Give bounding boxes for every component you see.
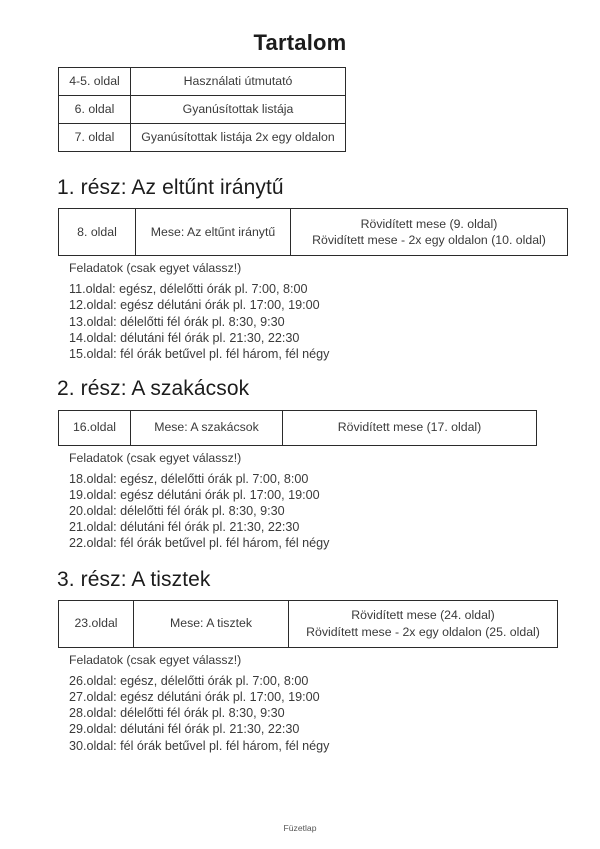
part-2-tasks-label: Feladatok (csak egyet válassz!) xyxy=(69,450,242,465)
table-row xyxy=(59,68,346,96)
part-1-variants-cell xyxy=(291,209,568,256)
part-3-variant-line: Rövidített mese (24. oldal) xyxy=(351,608,495,623)
list-item: 20.oldal: délelőtti fél órák pl. 8:30, 9:30 xyxy=(69,503,285,518)
part-section-3 xyxy=(0,567,600,754)
part-2-task-list xyxy=(57,471,600,552)
part-2-table xyxy=(58,410,537,446)
page-footer: Füzetlap xyxy=(283,823,317,833)
part-3-table xyxy=(58,600,558,648)
table-row xyxy=(59,209,568,256)
part-2-variant-line: Rövidített mese (17. oldal) xyxy=(337,420,482,435)
contents-table xyxy=(58,67,346,152)
part-2-heading: 2. rész: A szakácsok xyxy=(57,377,250,401)
list-item: 21.oldal: délutáni fél órák pl. 21:30, 22:30 xyxy=(69,520,300,535)
table-row xyxy=(59,410,537,445)
list-item: 13.oldal: délelőtti fél órák pl. 8:30, 9:30 xyxy=(69,314,285,329)
page-title: Tartalom xyxy=(253,30,347,55)
part-3-page-cell: 23.oldal xyxy=(59,600,134,647)
list-item: 22.oldal: fél órák betűvel pl. fél három, fél négy xyxy=(69,536,330,551)
part-3-variants-cell xyxy=(289,600,558,647)
part-1-table xyxy=(58,208,568,256)
list-item: 28.oldal: délelőtti fél órák pl. 8:30, 9:30 xyxy=(69,706,285,721)
contents-description-cell: Gyanúsítottak listája xyxy=(131,96,346,124)
part-section-2 xyxy=(0,376,600,551)
part-1-variant-line: Rövidített mese (9. oldal) xyxy=(360,216,498,231)
list-item: 26.oldal: egész, délelőtti órák pl. 7:00, 8:00 xyxy=(69,673,309,688)
part-3-heading: 3. rész: A tisztek xyxy=(57,567,211,591)
part-3-table-wrapper xyxy=(57,600,600,648)
part-1-tasks-label: Feladatok (csak egyet válassz!) xyxy=(69,261,242,276)
part-1-page-cell: 8. oldal xyxy=(59,209,136,256)
list-item: 18.oldal: egész, délelőtti órák pl. 7:00, 8:00 xyxy=(69,471,309,486)
list-item: 14.oldal: délutáni fél órák pl. 21:30, 22:30 xyxy=(69,330,300,345)
contents-page-cell: 4-5. oldal xyxy=(59,68,131,96)
part-2-variants-cell xyxy=(283,410,537,445)
list-item: 12.oldal: egész délutáni órák pl. 17:00, 19:00 xyxy=(69,298,320,313)
table-row xyxy=(59,124,346,152)
contents-description-cell: Gyanúsítottak listája 2x egy oldalon xyxy=(131,124,346,152)
contents-table-wrapper xyxy=(0,67,600,152)
table-row xyxy=(59,96,346,124)
part-1-task-list xyxy=(57,281,600,362)
part-section-1 xyxy=(0,175,600,362)
part-1-story-cell: Mese: Az eltűnt iránytű xyxy=(136,209,291,256)
part-1-table-wrapper xyxy=(57,208,600,256)
part-3-variant-line: Rövidített mese - 2x egy oldalon (25. oldal) xyxy=(306,624,540,639)
part-3-task-list xyxy=(57,673,600,754)
contents-page-cell: 6. oldal xyxy=(59,96,131,124)
list-item: 30.oldal: fél órák betűvel pl. fél három, fél négy xyxy=(69,738,330,753)
list-item: 11.oldal: egész, délelőtti órák pl. 7:00, 8:00 xyxy=(69,282,308,297)
part-2-table-wrapper xyxy=(57,410,600,446)
list-item: 29.oldal: délutáni fél órák pl. 21:30, 22:30 xyxy=(69,722,300,737)
part-1-heading: 1. rész: Az eltűnt iránytű xyxy=(57,176,284,199)
contents-description-cell: Használati útmutató xyxy=(131,68,346,96)
list-item: 15.oldal: fél órák betűvel pl. fél három, fél négy xyxy=(69,347,330,362)
list-item: 19.oldal: egész délutáni órák pl. 17:00, 19:00 xyxy=(69,487,320,502)
part-2-story-cell: Mese: A szakácsok xyxy=(131,410,283,445)
part-1-variant-line: Rövidített mese - 2x egy oldalon (10. oldal) xyxy=(312,233,546,248)
table-row xyxy=(59,600,558,647)
part-3-story-cell: Mese: A tisztek xyxy=(134,600,289,647)
part-2-page-cell: 16.oldal xyxy=(59,410,131,445)
list-item: 27.oldal: egész délutáni órák pl. 17:00, 19:00 xyxy=(69,689,320,704)
contents-page-cell: 7. oldal xyxy=(59,124,131,152)
part-3-tasks-label: Feladatok (csak egyet válassz!) xyxy=(69,652,242,667)
